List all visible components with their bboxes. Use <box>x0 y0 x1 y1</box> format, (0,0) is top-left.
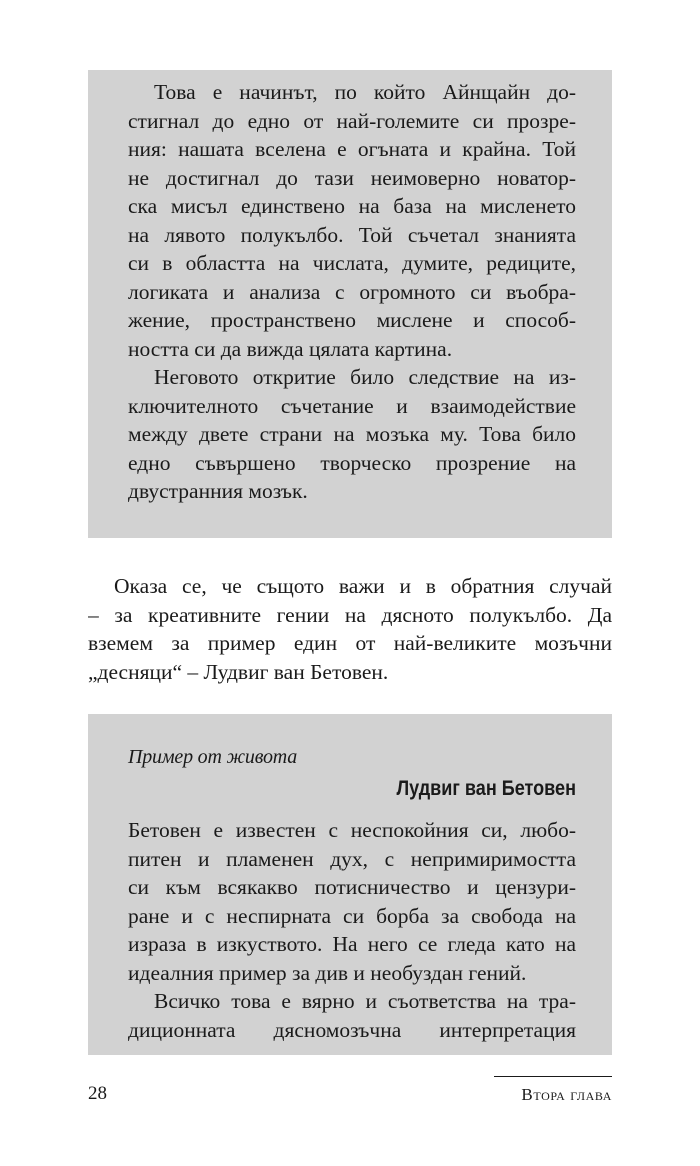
text-line: идеалния пример за див и необуздан гений. <box>128 960 527 985</box>
einstein-example-box <box>88 70 612 538</box>
beethoven-example-box <box>88 714 612 1055</box>
example-title: Лудвиг ван Бетовен <box>396 777 576 800</box>
text-line: ска мисъл единствено на база на мисленето <box>128 194 576 218</box>
page-number: 28 <box>88 1083 107 1104</box>
text-line: двустранния мозък. <box>128 479 308 503</box>
text-line: едно съвършено творческо прозрение на <box>128 450 576 475</box>
text-line: си в областта на числата, думите, редиците, <box>128 251 576 275</box>
text-line: не достигнал до тази неимоверно новатор- <box>128 165 576 190</box>
text-line: Бетовен е известен с неспокойния си, любо- <box>128 818 576 842</box>
example-label: Пример от живота <box>128 746 298 768</box>
text-line: между двете страни на мозъка му. Това било <box>128 422 576 446</box>
text-line: – за креативните гении на дясното полукълбо. Да <box>88 602 612 627</box>
text-line: си към всякакво потисничество и цензури- <box>128 875 576 899</box>
text-line: вземем за пример един от най-великите мозъчни <box>88 631 612 655</box>
text-line: израза в изкуството. На него се гледа като на <box>128 932 576 956</box>
text-line: стигнал до едно от най-големите си прозре- <box>128 108 576 133</box>
text-line: „десняци“ – Лудвиг ван Бетовен. <box>88 659 389 684</box>
text-line: жение, пространствено мислене и способ- <box>128 308 576 332</box>
text-line: ране и с неспирната си борба за свобода на <box>128 903 576 928</box>
body-paragraph <box>88 572 612 686</box>
text-line: ността си да вижда цялата картина. <box>128 336 453 361</box>
running-head: Втора глава <box>521 1085 612 1104</box>
text-line: Всичко това е вярно и съответства на тра- <box>154 989 576 1013</box>
text-line: Оказа се, че същото важи и в обратния случай <box>114 574 612 598</box>
text-line: Това е начинът, по който Айнщайн до- <box>154 80 576 104</box>
text-line: ния: нашата вселена е огъната и крайна. Той <box>128 137 576 161</box>
text-line: на лявото полукълбо. Той съчетал знанията <box>128 222 576 247</box>
text-line: питен и пламенен дух, с непримиримостта <box>128 846 576 871</box>
text-line: логиката и анализа с огромното си въобра- <box>128 279 576 304</box>
text-line: Неговото откритие било следствие на из- <box>154 365 576 389</box>
text-line: диционната дясномозъчна интерпретация <box>128 1017 576 1042</box>
text-line: ключителното съчетание и взаимодействие <box>128 393 576 418</box>
footer-rule <box>494 1076 612 1077</box>
